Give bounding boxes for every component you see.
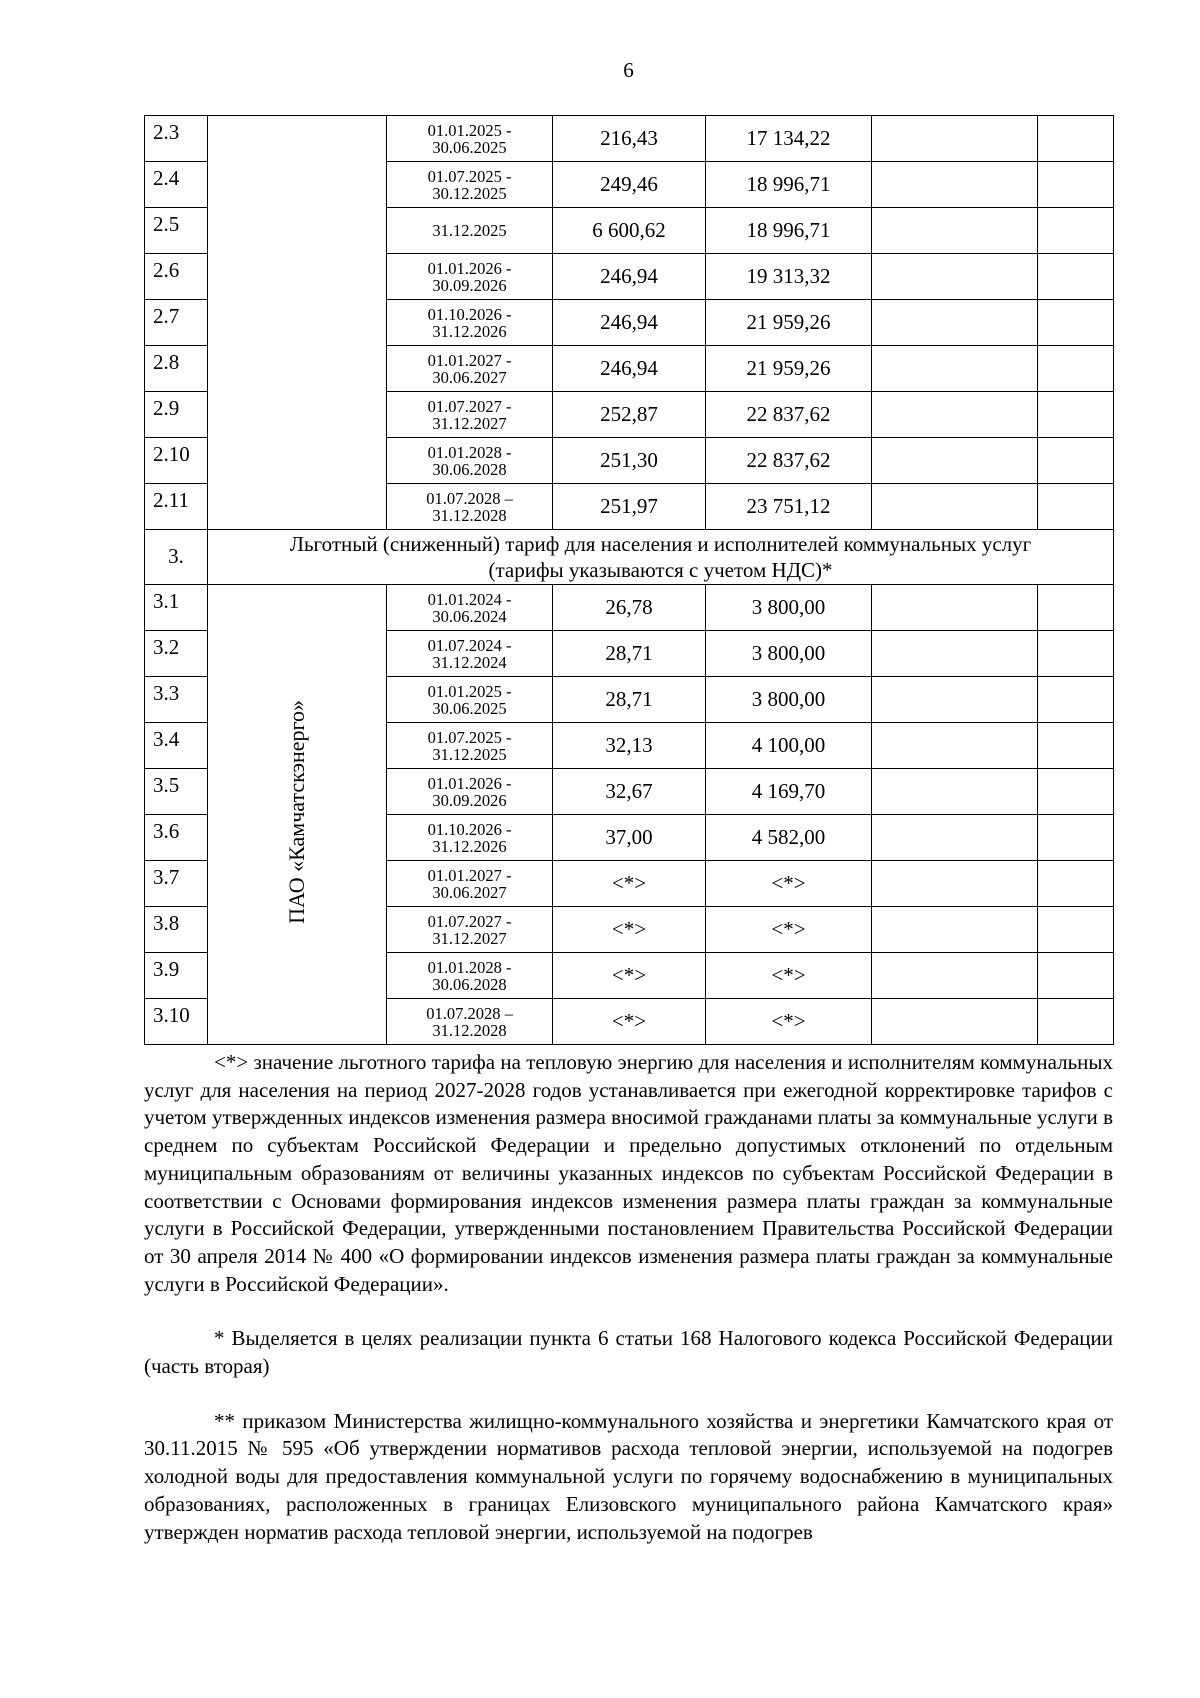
value-2: 21 959,26	[706, 346, 872, 392]
empty-cell	[872, 723, 1038, 769]
period-cell	[387, 769, 553, 815]
period-cell	[387, 300, 553, 346]
value-1: 26,78	[553, 585, 706, 631]
row-number: 3.6	[145, 815, 208, 861]
empty-cell	[872, 484, 1038, 530]
period-cell	[387, 585, 553, 631]
period-date1: 01.01.2026 -	[427, 773, 512, 793]
row-number: 3.8	[145, 907, 208, 953]
period-date2: 30.06.2027	[432, 367, 507, 387]
row-number: 2.5	[145, 208, 208, 254]
period-cell	[387, 815, 553, 861]
period-date1: 01.07.2024 -	[427, 635, 512, 655]
period-cell	[387, 162, 553, 208]
period-date1: 01.07.2028 –	[426, 488, 513, 508]
value-1: 28,71	[553, 677, 706, 723]
row-number: 3.4	[145, 723, 208, 769]
empty-cell	[1038, 208, 1114, 254]
row-number: 2.8	[145, 346, 208, 392]
period-date2: 30.06.2025	[432, 137, 507, 157]
period-date2: 30.06.2025	[432, 698, 507, 718]
value-2: 3 800,00	[706, 585, 872, 631]
period-date2: 31.12.2027	[432, 413, 507, 433]
row-number: 3.9	[145, 953, 208, 999]
row-number: 2.11	[145, 484, 208, 530]
value-2: <*>	[706, 907, 872, 953]
value-2: 4 100,00	[706, 723, 872, 769]
row-number: 2.4	[145, 162, 208, 208]
empty-cell	[872, 162, 1038, 208]
period-date2: 30.06.2024	[432, 606, 507, 626]
value-2: 4 169,70	[706, 769, 872, 815]
period-date2: 31.12.2025	[432, 744, 507, 764]
value-1: 216,43	[553, 116, 706, 162]
empty-cell	[1038, 953, 1114, 999]
period-cell	[387, 953, 553, 999]
value-2: <*>	[706, 861, 872, 907]
value-2: 4 582,00	[706, 815, 872, 861]
empty-cell	[1038, 999, 1114, 1045]
value-2: 3 800,00	[706, 677, 872, 723]
period-date1: 01.07.2027 -	[427, 911, 512, 931]
period-date2: 31.12.2028	[432, 1020, 507, 1040]
footnotes	[144, 1049, 1113, 1546]
empty-cell	[872, 769, 1038, 815]
period-cell	[387, 631, 553, 677]
period-date2: 31.12.2028	[432, 505, 507, 525]
value-2: 3 800,00	[706, 631, 872, 677]
value-1: 252,87	[553, 392, 706, 438]
organization-cell	[208, 585, 387, 1045]
period-cell	[387, 999, 553, 1045]
value-2: 17 134,22	[706, 116, 872, 162]
footnote-tariff-note: <*> значение льготного тарифа на тепловую энергию для населения и исполнителям коммунальных услуг для населения на период 2027-2028 годов устанавливается при ежегодной корректировке тарифов с учетом утвержденных индексов изменения размера вносимой гражданами платы за коммунальные услуги в среднем по субъектам Российской Федерации и предельно допустимых отклонений по отдельным муниципальным образованиям от величины указанных индексов по субъектам Российской Федерации в соответствии с Основами формирования индексов изменения размера платы граждан за коммунальные услуги в Российской Федерации, утвержденными постановлением Правительства Российской Федерации от 30 апреля 2014 № 400 «О формировании индексов изменения размера платы граждан за коммунальные услуги в Российской Федерации».	[144, 1050, 1113, 1296]
period-date2: 31.12.2024	[432, 652, 507, 672]
empty-cell	[872, 861, 1038, 907]
period-cell	[387, 208, 553, 254]
period-date2: 30.09.2026	[432, 790, 507, 810]
period-date1: 01.07.2028 –	[426, 1003, 513, 1023]
empty-cell	[1038, 484, 1114, 530]
period-date2: 31.12.2027	[432, 928, 507, 948]
footnote-order: ** приказом Министерства жилищно-коммунального хозяйства и энергетики Камчатского края от 30.11.2015 № 595 «Об утверждении нормативов расхода тепловой энергии, используемой на подогрев холодной воды для предоставления коммунальной услуги по горячему водоснабжению в муниципальных образованиях, расположенных в границах Елизовского муниципального района Камчатского края» утвержден норматив расхода тепловой энергии, используемой на подогрев	[144, 1408, 1113, 1544]
value-1: <*>	[553, 953, 706, 999]
value-1: 251,30	[553, 438, 706, 484]
empty-cell	[1038, 861, 1114, 907]
footnote-vat: * Выделяется в целях реализации пункта 6 статьи 168 Налогового кодекса Российской Федерации (часть вторая)	[144, 1326, 1113, 1379]
row-number: 3.3	[145, 677, 208, 723]
organization-cell	[208, 116, 387, 530]
value-1: 246,94	[553, 254, 706, 300]
row-number: 3.2	[145, 631, 208, 677]
period-date2: 30.06.2028	[432, 974, 507, 994]
empty-cell	[1038, 723, 1114, 769]
empty-cell	[1038, 254, 1114, 300]
value-1: <*>	[553, 907, 706, 953]
row-number: 3.10	[145, 999, 208, 1045]
period-cell	[387, 116, 553, 162]
value-2: <*>	[706, 953, 872, 999]
empty-cell	[1038, 677, 1114, 723]
value-1: 32,13	[553, 723, 706, 769]
empty-cell	[872, 254, 1038, 300]
period-cell	[387, 346, 553, 392]
empty-cell	[1038, 585, 1114, 631]
empty-cell	[1038, 346, 1114, 392]
empty-cell	[872, 953, 1038, 999]
period-cell	[387, 723, 553, 769]
period-date1: 31.12.2025	[432, 221, 507, 240]
period-date1: 01.10.2026 -	[427, 304, 512, 324]
row-number: 3.5	[145, 769, 208, 815]
value-1: 32,67	[553, 769, 706, 815]
value-1: 251,97	[553, 484, 706, 530]
period-date1: 01.01.2024 -	[427, 589, 512, 609]
value-1: 28,71	[553, 631, 706, 677]
period-date1: 01.01.2025 -	[427, 120, 512, 140]
empty-cell	[872, 815, 1038, 861]
row-number: 2.10	[145, 438, 208, 484]
empty-cell	[872, 631, 1038, 677]
value-2: 23 751,12	[706, 484, 872, 530]
empty-cell	[1038, 116, 1114, 162]
section-header-row	[145, 530, 1114, 585]
period-date1: 01.10.2026 -	[427, 819, 512, 839]
period-cell	[387, 907, 553, 953]
period-cell	[387, 438, 553, 484]
period-date1: 01.07.2025 -	[427, 727, 512, 747]
section-title	[208, 530, 1114, 585]
section-number: 3.	[145, 530, 208, 585]
value-2: 18 996,71	[706, 208, 872, 254]
value-2: 22 837,62	[706, 438, 872, 484]
empty-cell	[872, 677, 1038, 723]
period-cell	[387, 254, 553, 300]
period-cell	[387, 861, 553, 907]
section-title-line2: (тарифы указываются с учетом НДС)*	[488, 558, 833, 582]
empty-cell	[1038, 162, 1114, 208]
period-date2: 30.12.2025	[432, 183, 507, 203]
empty-cell	[872, 116, 1038, 162]
empty-cell	[1038, 769, 1114, 815]
empty-cell	[1038, 907, 1114, 953]
value-2: 22 837,62	[706, 392, 872, 438]
empty-cell	[1038, 392, 1114, 438]
empty-cell	[872, 346, 1038, 392]
row-number: 2.3	[145, 116, 208, 162]
value-1: 246,94	[553, 346, 706, 392]
period-cell	[387, 677, 553, 723]
tariff-table	[144, 115, 1114, 1045]
value-1: 6 600,62	[553, 208, 706, 254]
period-date1: 01.01.2028 -	[427, 442, 512, 462]
period-cell	[387, 392, 553, 438]
empty-cell	[872, 438, 1038, 484]
empty-cell	[872, 208, 1038, 254]
value-2: 21 959,26	[706, 300, 872, 346]
value-2: 18 996,71	[706, 162, 872, 208]
empty-cell	[872, 585, 1038, 631]
page-number: 6	[623, 58, 634, 82]
period-date2: 30.09.2026	[432, 275, 507, 295]
table-row	[145, 116, 1114, 162]
period-date2: 31.12.2026	[432, 836, 507, 856]
empty-cell	[1038, 815, 1114, 861]
section-title-line1: Льготный (сниженный) тариф для населения и исполнителей коммунальных услуг	[289, 532, 1032, 556]
empty-cell	[872, 300, 1038, 346]
empty-cell	[1038, 631, 1114, 677]
period-date2: 30.06.2027	[432, 882, 507, 902]
row-number: 2.6	[145, 254, 208, 300]
period-date1: 01.01.2025 -	[427, 681, 512, 701]
table-row	[145, 585, 1114, 631]
row-number: 2.9	[145, 392, 208, 438]
value-1: 37,00	[553, 815, 706, 861]
period-date2: 31.12.2026	[432, 321, 507, 341]
period-cell	[387, 484, 553, 530]
value-1: 249,46	[553, 162, 706, 208]
row-number: 2.7	[145, 300, 208, 346]
empty-cell	[872, 999, 1038, 1045]
period-date1: 01.07.2027 -	[427, 396, 512, 416]
period-date1: 01.01.2026 -	[427, 258, 512, 278]
period-date1: 01.01.2028 -	[427, 957, 512, 977]
row-number: 3.7	[145, 861, 208, 907]
period-date1: 01.01.2027 -	[427, 865, 512, 885]
empty-cell	[1038, 438, 1114, 484]
row-number: 3.1	[145, 585, 208, 631]
value-1: 246,94	[553, 300, 706, 346]
value-2: <*>	[706, 999, 872, 1045]
period-date2: 30.06.2028	[432, 459, 507, 479]
page-content	[144, 115, 1113, 1546]
value-1: <*>	[553, 861, 706, 907]
empty-cell	[872, 392, 1038, 438]
empty-cell	[1038, 300, 1114, 346]
value-1: <*>	[553, 999, 706, 1045]
value-2: 19 313,32	[706, 254, 872, 300]
organization-name: ПАО «Камчатскэнерго»	[283, 700, 309, 924]
period-date1: 01.07.2025 -	[427, 166, 512, 186]
empty-cell	[872, 907, 1038, 953]
period-date1: 01.01.2027 -	[427, 350, 512, 370]
